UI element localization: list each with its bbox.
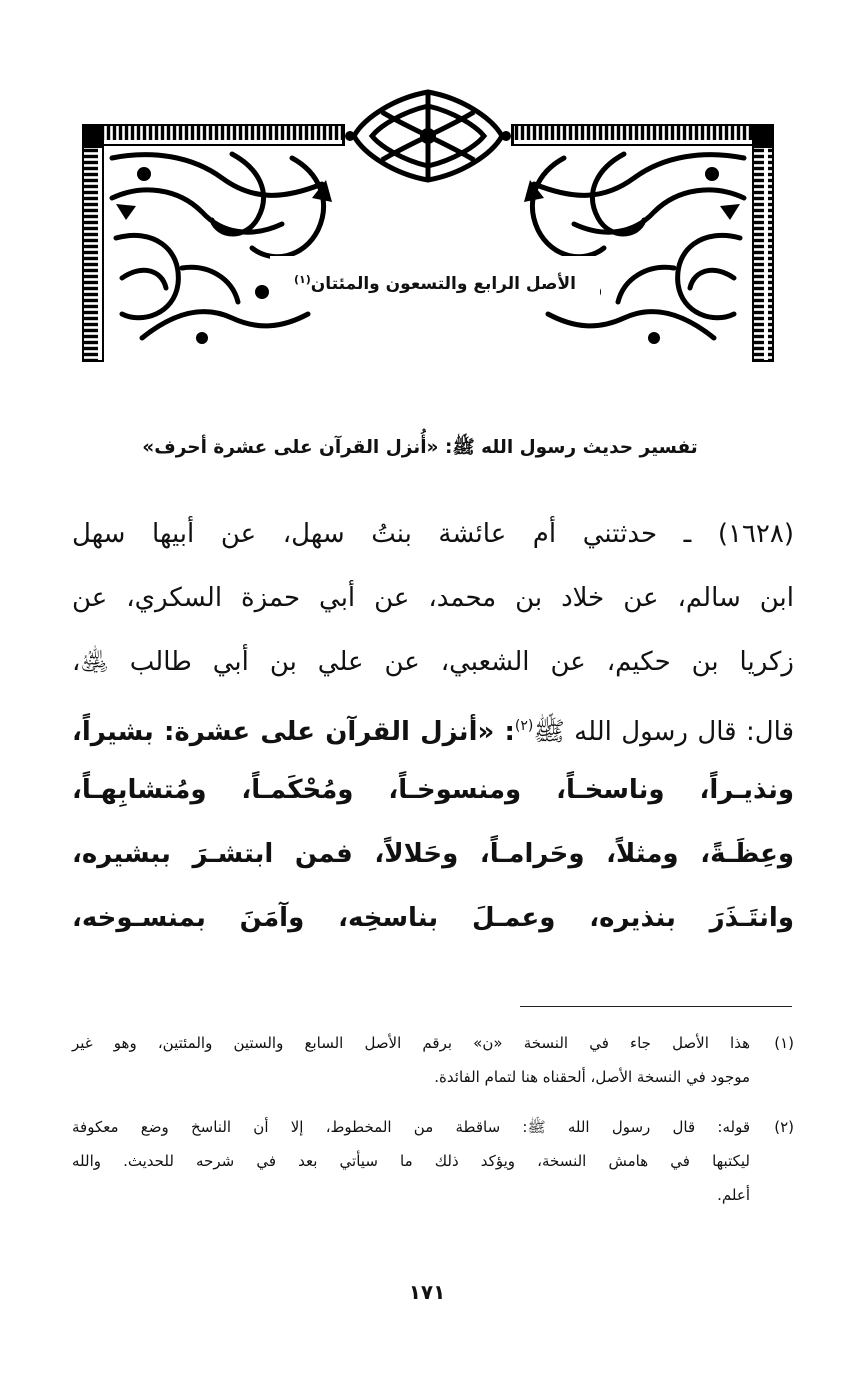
- body-line-hadith-start: [72, 694, 794, 758]
- footnote-body: [72, 1110, 750, 1212]
- footnote-2: [72, 1110, 794, 1212]
- footnote-line: قوله: قال رسول الله ﷺ: ساقطة من المخطوط، إلا أن الناسخ وضع معكوفة: [72, 1118, 750, 1136]
- page-number: ١٧١: [408, 1280, 446, 1304]
- body-line: ابن سالم، عن خلاد بن محمد، عن أبي حمزة السكري، عن: [72, 583, 794, 613]
- hadith-quote-start: : «أنزل القرآن على عشرة: بشيراً،: [72, 717, 515, 747]
- body-line: [72, 886, 794, 950]
- chapter-title-text: الأصل الرابع والتسعون والمئتان: [310, 274, 576, 294]
- footnote-body: [72, 1026, 750, 1094]
- footnote-1: [72, 1026, 794, 1094]
- hadith-text: ونذيـراً، وناسخـاً، ومنسوخـاً، ومُحْكَمـاً، ومُتشابِهـاً،: [72, 775, 794, 805]
- body-line: زكريا بن حكيم، عن الشعبي، عن علي بن أبي طالب ﵁،: [72, 647, 794, 677]
- body-line: [72, 822, 794, 886]
- hadith-text: وعِظَـةً، ومثلاً، وحَرامـاً، وحَلالاً، فمن ابتشـرَ ببشيره،: [72, 839, 794, 869]
- chapter-ornament-frame: [82, 88, 774, 363]
- footnote-number: (٢): [774, 1118, 794, 1136]
- hadith-intro: قال: قال رسول الله ﷺ: [533, 717, 794, 747]
- footnote-separator: [520, 1006, 792, 1007]
- footnote-line: هذا الأصل جاء في النسخة «ن» برقم الأصل السابع والستين والمئتين، وهو غير: [72, 1034, 750, 1052]
- body-line: (١٦٢٨) ـ حدثتني أم عائشة بنتُ سهل، عن أبيها سهل: [72, 519, 794, 549]
- chapter-subtitle: تفسير حديث رسول الله ﷺ: «أُنزل القرآن على عشرة أحرف»: [142, 437, 698, 458]
- footnotes: [72, 1026, 794, 1228]
- main-text: [72, 502, 794, 950]
- hadith-text: وانتَـذَرَ بنذيره، وعمـلَ بناسخِه، وآمَنَ بمنسـوخه،: [72, 903, 794, 933]
- footnote-line: ليكتبها في هامش النسخة، ويؤكد ذلك ما سيأتي بعد في شرحه للحديث. والله: [72, 1152, 750, 1170]
- chapter-title: [270, 256, 600, 304]
- body-line: [72, 758, 794, 822]
- footnote-number: (١): [774, 1034, 794, 1052]
- footnote-ref-1: (١): [294, 273, 311, 286]
- footnote-line: أعلم.: [717, 1186, 750, 1204]
- footnote-line: موجود في النسخة الأصل، ألحقناه هنا لتمام الفائدة.: [434, 1068, 750, 1086]
- footnote-ref-2: (٢): [514, 718, 534, 734]
